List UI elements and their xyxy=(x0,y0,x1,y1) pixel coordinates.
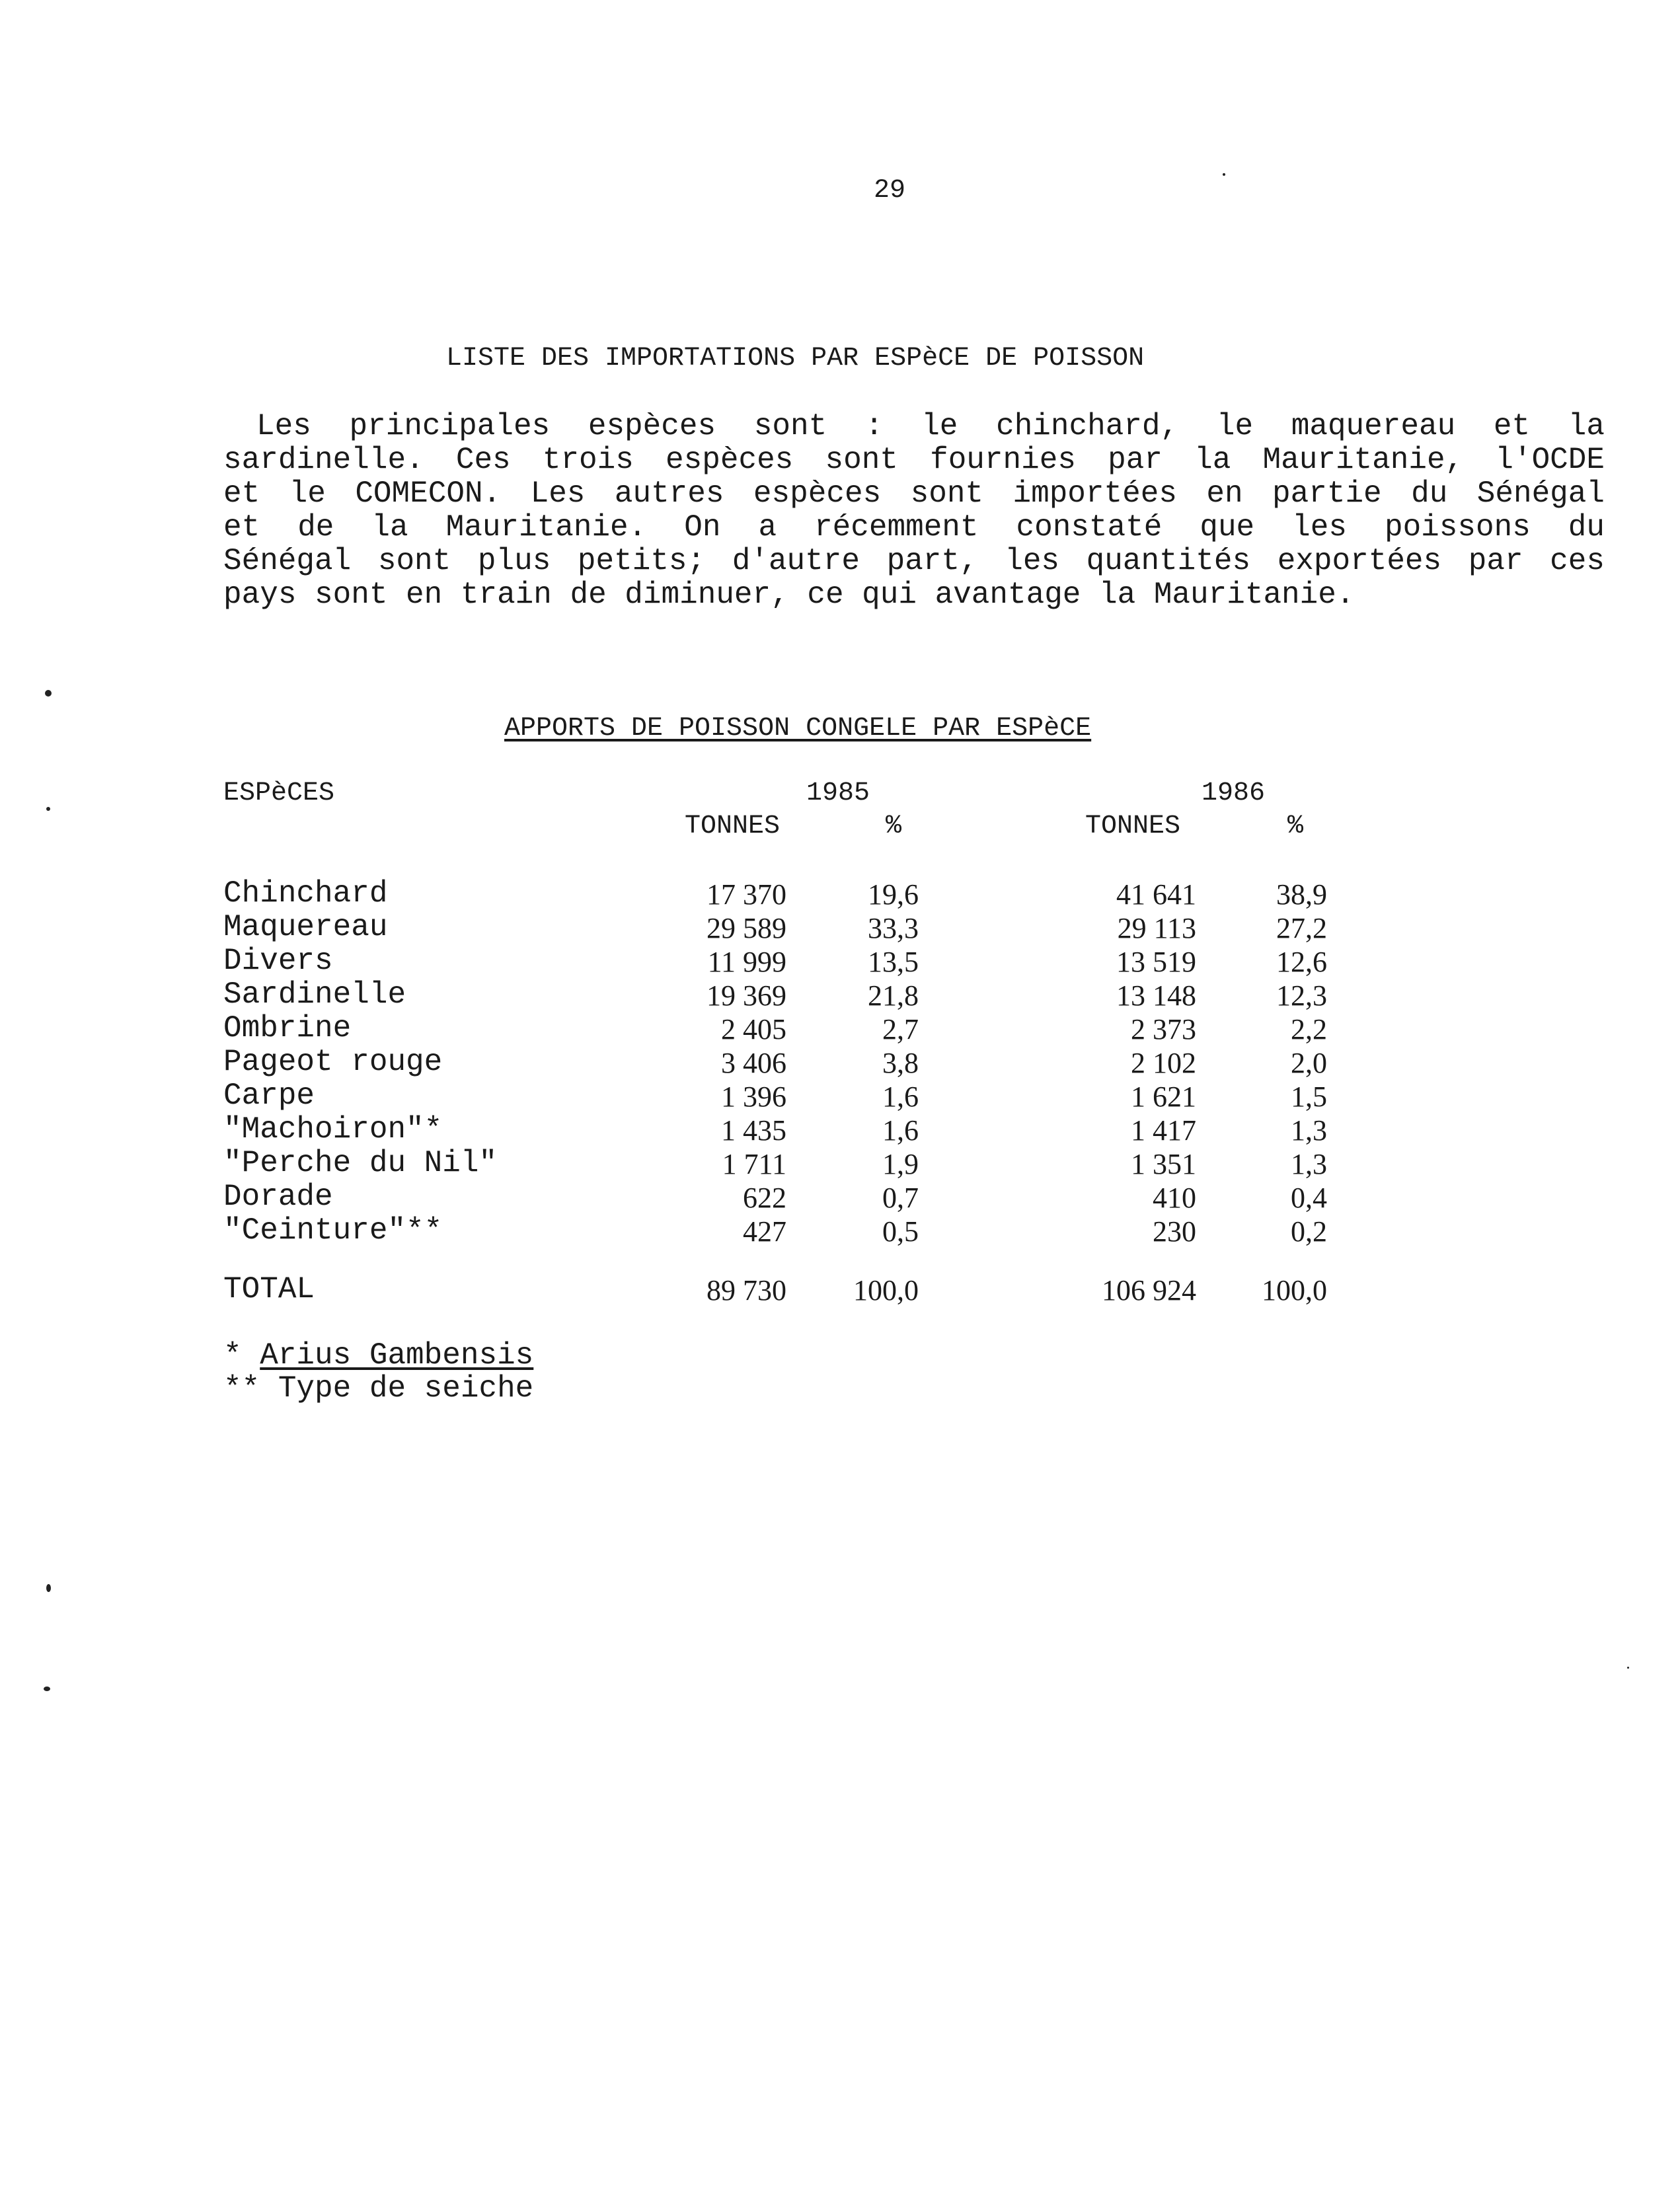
pct-1985-header: % xyxy=(886,812,902,841)
page-number: 29 xyxy=(874,176,906,206)
table-row-p1986-cell: 38,9 xyxy=(1276,878,1327,911)
table-row-t1985-cell: 1 435 xyxy=(721,1114,786,1147)
table-row-p1986-cell: 2,0 xyxy=(1291,1047,1327,1079)
table-row-p1985-cell: 19,6 xyxy=(868,878,919,911)
table-row-t1985-cell: 29 589 xyxy=(706,912,786,944)
paragraph-line: sardinelle. Ces trois espèces sont fournies par la Mauritanie, l'OCDE xyxy=(223,443,1605,477)
table-row-p1986-cell: 12,3 xyxy=(1276,979,1327,1012)
table-row-label: "Ceinture"** xyxy=(223,1213,443,1248)
scan-speck xyxy=(45,690,52,697)
table-row-t1986-cell: 410 xyxy=(1153,1182,1196,1214)
table-row-t1986-cell: 13 148 xyxy=(1116,979,1196,1012)
total-row-p1986-cell: 100,0 xyxy=(1262,1274,1327,1307)
table-row-t1985-cell: 11 999 xyxy=(707,946,786,978)
footnote-marker: ** xyxy=(223,1371,278,1406)
page-heading: LISTE DES IMPORTATIONS PAR ESPèCE DE POISSON xyxy=(446,344,1145,373)
table-row-p1985-cell: 0,5 xyxy=(882,1215,919,1248)
intro-paragraph xyxy=(223,410,1605,612)
species-column-header: ESPèCES xyxy=(223,778,335,808)
pct-1986-header: % xyxy=(1287,812,1304,841)
table-row-p1985-cell: 1,9 xyxy=(882,1148,919,1180)
paragraph-line: Sénégal sont plus petits; d'autre part, les quantités exportées par ces xyxy=(223,544,1605,578)
total-row-t1985-cell: 89 730 xyxy=(706,1274,786,1307)
table-row-t1985-cell: 17 370 xyxy=(706,878,786,911)
table-row-t1986-cell: 230 xyxy=(1153,1215,1196,1248)
table-row-t1985-cell: 622 xyxy=(743,1182,786,1214)
scan-speck xyxy=(1627,1667,1629,1669)
scan-speck xyxy=(46,807,50,811)
table-row-p1985-cell: 33,3 xyxy=(868,912,919,944)
footnote xyxy=(223,1338,533,1373)
footnote-marker: * xyxy=(223,1338,260,1373)
table-row-t1986-cell: 41 641 xyxy=(1116,878,1196,911)
table-row-p1986-cell: 12,6 xyxy=(1276,946,1327,978)
table-row-label: Sardinelle xyxy=(223,977,406,1012)
table-title: APPORTS DE POISSON CONGELE PAR ESPèCE xyxy=(504,714,1092,743)
table-row-p1986-cell: 27,2 xyxy=(1276,912,1327,944)
table-row-label: "Perche du Nil" xyxy=(223,1146,498,1180)
scan-speck xyxy=(46,1584,51,1592)
year-1986-header: 1986 xyxy=(1202,778,1266,808)
table-row-p1985-cell: 21,8 xyxy=(868,979,919,1012)
table-row-label: Dorade xyxy=(223,1180,333,1214)
table-row-label: Pageot rouge xyxy=(223,1045,443,1079)
table-row-t1985-cell: 2 405 xyxy=(721,1013,786,1045)
table-row-p1985-cell: 2,7 xyxy=(882,1013,919,1045)
table-row-t1986-cell: 13 519 xyxy=(1116,946,1196,978)
table-row-t1985-cell: 1 711 xyxy=(722,1148,786,1180)
total-row-label: TOTAL xyxy=(223,1272,315,1307)
table-row-t1986-cell: 2 373 xyxy=(1131,1013,1196,1045)
tonnes-1985-header: TONNES xyxy=(685,812,781,841)
year-1985-header: 1985 xyxy=(806,778,870,808)
table-row-p1986-cell: 0,4 xyxy=(1291,1182,1327,1214)
table-row-p1986-cell: 1,3 xyxy=(1291,1114,1327,1147)
table-row-p1985-cell: 3,8 xyxy=(882,1047,919,1079)
footnote-text: Type de seiche xyxy=(278,1371,534,1406)
table-row-label: Maquereau xyxy=(223,910,388,944)
table-row-label: Chinchard xyxy=(223,876,388,911)
footnote xyxy=(223,1371,533,1406)
paragraph-line: et de la Mauritanie. On a récemment constaté que les poissons du xyxy=(223,510,1605,545)
table-row-p1985-cell: 0,7 xyxy=(882,1182,919,1214)
table-row-label: Divers xyxy=(223,944,333,978)
table-row-p1986-cell: 1,5 xyxy=(1291,1081,1327,1113)
table-row-t1985-cell: 1 396 xyxy=(721,1081,786,1113)
table-row-p1986-cell: 0,2 xyxy=(1291,1215,1327,1248)
table-row-p1985-cell: 1,6 xyxy=(882,1081,919,1113)
table-row-t1985-cell: 427 xyxy=(743,1215,786,1248)
tonnes-1986-header: TONNES xyxy=(1085,812,1181,841)
table-row-label: "Machoiron"* xyxy=(223,1112,443,1147)
table-row-p1985-cell: 13,5 xyxy=(868,946,919,978)
total-row-p1985-cell: 100,0 xyxy=(853,1274,919,1307)
footnote-text: Arius Gambensis xyxy=(260,1338,534,1373)
scan-speck xyxy=(1223,173,1225,176)
table-row-p1986-cell: 2,2 xyxy=(1291,1013,1327,1045)
table-row-p1986-cell: 1,3 xyxy=(1291,1148,1327,1180)
table-row-t1985-cell: 19 369 xyxy=(706,979,786,1012)
total-row-t1986-cell: 106 924 xyxy=(1102,1274,1196,1307)
table-row-t1986-cell: 1 351 xyxy=(1131,1148,1196,1180)
paragraph-line: et le COMECON. Les autres espèces sont importées en partie du Sénégal xyxy=(223,476,1605,511)
table-row-t1986-cell: 29 113 xyxy=(1117,912,1196,944)
paragraph-line: pays sont en train de diminuer, ce qui avantage la Mauritanie. xyxy=(223,578,1355,612)
table-row-t1986-cell: 2 102 xyxy=(1131,1047,1196,1079)
table-row-p1985-cell: 1,6 xyxy=(882,1114,919,1147)
table-row-label: Ombrine xyxy=(223,1011,352,1045)
table-row-t1986-cell: 1 417 xyxy=(1131,1114,1196,1147)
table-row-t1985-cell: 3 406 xyxy=(721,1047,786,1079)
table-row-label: Carpe xyxy=(223,1079,315,1113)
paragraph-line: Les principales espèces sont : le chinchard, le maquereau et la xyxy=(256,409,1605,443)
table-row-t1986-cell: 1 621 xyxy=(1131,1081,1196,1113)
scan-speck xyxy=(44,1687,50,1691)
